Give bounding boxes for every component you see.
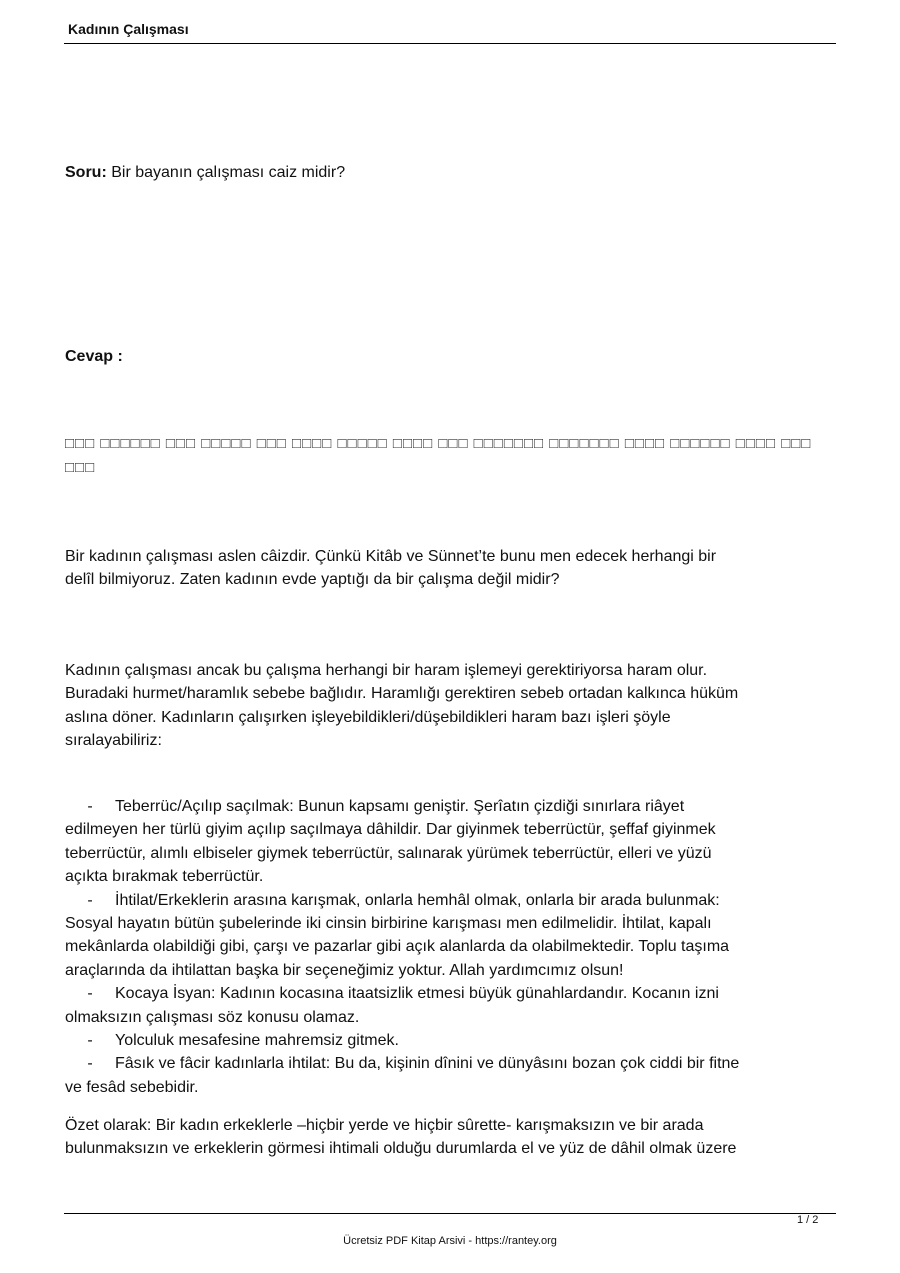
summary-line-2: bulunmaksızın ve erkeklerin görmesi ihtimali olduğu durumlarda el ve yüz de dâhil olmak üzere <box>65 1140 737 1158</box>
list-item: - Fâsık ve fâcir kadınlarla ihtilat: Bu da, kişinin dînini ve dünyâsını bozan çok ciddi bir fitne ve fesâd sebebidir. <box>65 1052 840 1099</box>
arabic-placeholder-line-1: □□□ □□□□□□ □□□ □□□□□ □□□ □□□□ □□□□□ □□□□ □□□ □□□□□□□ □□□□□□□ □□□□ □□□□□□ □□□□ □□□ <box>65 435 812 452</box>
answer-label: Cevap : <box>65 348 123 365</box>
paragraph-2 <box>65 659 840 753</box>
question-label: Soru: <box>65 164 107 181</box>
list-item: - Yolculuk mesafesine mahremsiz gitmek. <box>65 1029 840 1052</box>
page-number: 1 / 2 <box>797 1214 819 1226</box>
paragraph-2-line-2: Buradaki hurmet/haramlık sebebe bağlıdır. Haramlığı gerektiren sebeb ortadan kalkınca hüküm <box>65 685 739 703</box>
summary-paragraph <box>65 1114 840 1161</box>
header-divider <box>64 43 836 44</box>
footer-divider <box>64 1213 836 1214</box>
summary-line-1: Özet olarak: Bir kadın erkeklerle –hiçbir yerde ve hiçbir sûrette- karışmaksızın ve bir arada <box>65 1117 704 1134</box>
paragraph-1 <box>65 545 840 592</box>
question-text: Bir bayanın çalışması caiz midir? <box>106 164 346 181</box>
paragraph-2-line-4: sıralayabiliriz: <box>65 732 162 750</box>
footer-text: Ücretsiz PDF Kitap Arsivi - https://rantey.org <box>343 1235 557 1247</box>
document-title: Kadının Çalışması <box>68 21 189 37</box>
prohibited-list <box>65 795 840 1099</box>
paragraph-1-line-1: Bir kadının çalışması aslen câizdir. Çünkü Kitâb ve Sünnet’te bunu men edecek herhangi bir <box>65 548 717 565</box>
paragraph-2-line-3: aslına döner. Kadınların çalışırken işleyebildikleri/düşebildikleri haram bazı işleri şöyle <box>65 708 671 726</box>
paragraph-2-line-1: Kadının çalışması ancak bu çalışma herhangi bir haram işlemeyi gerektiriyorsa haram olur. <box>65 662 708 679</box>
list-item: - Teberrüc/Açılıp saçılmak: Bunun kapsamı geniştir. Şerîatın çizdiği sınırlara riâyet edilmeyen her türlü giyim açılıp saçılmaya dâhildir. Dar giyinmek teberrüctür, şeffaf giyinmek teberrüctür, alımlı elbiseler giymek teberrüctür, salınarak yürümek teberrüctür, elleri ve yüzü açıkta bırakmak teberrüctür. <box>65 795 840 889</box>
list-bullet: - <box>87 891 93 909</box>
list-bullet: - <box>87 1055 93 1073</box>
list-bullet: - <box>87 985 93 1003</box>
list-item: - Kocaya İsyan: Kadının kocasına itaatsizlik etmesi büyük günahlardandır. Kocanın izni olmaksızın çalışması söz konusu olamaz. <box>65 982 840 1029</box>
list-item: - İhtilat/Erkeklerin arasına karışmak, onlarla hemhâl olmak, onlarla bir arada bulunmak: Sosyal hayatın bütün şubelerinde iki cinsin birbirine karışması men edilmelidir. İhtilat, kapalı mekânlarda olabildiği gibi, çarşı ve pazarlar gibi açık alanlarda da olabilmektedir. Toplu taşıma araçlarında da ihtilattan başka bir seçeneğimiz yoktur. Allah yardımcımız olsun! <box>65 889 840 983</box>
list-bullet: - <box>87 798 93 815</box>
paragraph-1-line-2: delîl bilmiyoruz. Zaten kadının evde yaptığı da bir çalışma değil midir? <box>65 571 560 589</box>
list-bullet: - <box>87 1032 93 1050</box>
arabic-placeholder-line-2: □□□ <box>65 459 96 476</box>
question-line <box>65 161 840 184</box>
